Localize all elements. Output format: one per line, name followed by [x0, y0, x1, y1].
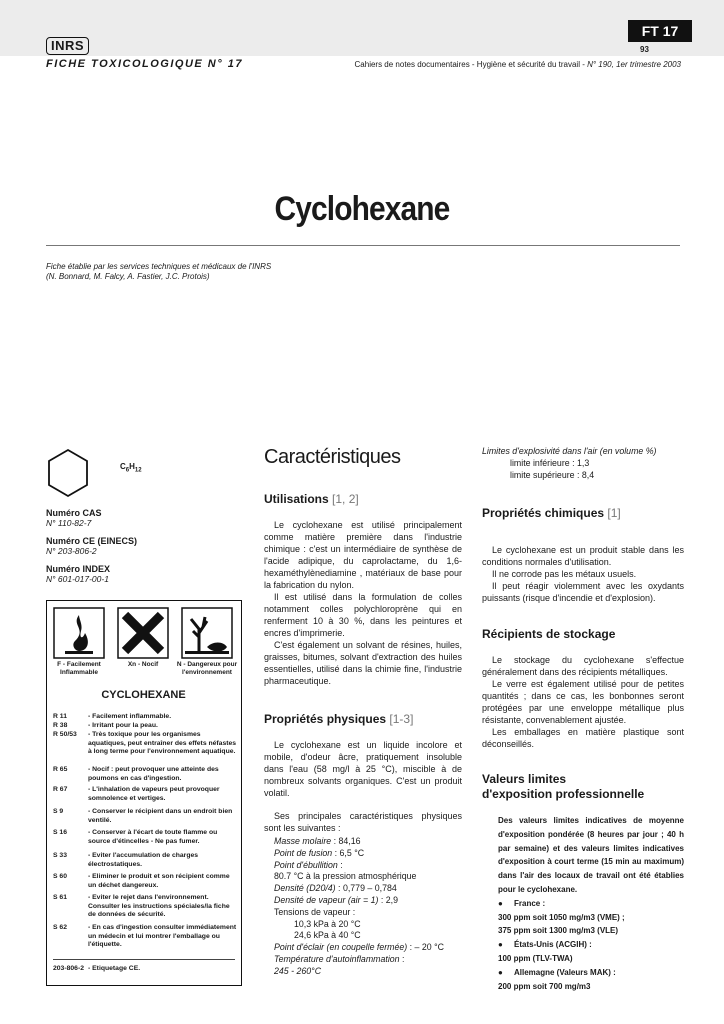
heading-recipients-stockage: Récipients de stockage [482, 627, 616, 641]
index-number: Numéro INDEX N° 601-017-00-1 [46, 564, 111, 584]
limit-item-france: ● France : [498, 898, 546, 908]
proprietes-chimiques-text: Le cyclohexane est un produit stable dans les conditions normales d'utilisation. Il ne corrode pas les métaux usuels. Il peut réagir violemment avec les oxydants puissants (risque d'incendie et d'explosion). [482, 545, 684, 603]
molecular-formula: $C_6H_{12}$ [120, 462, 142, 474]
flame-icon [53, 607, 105, 659]
limit-item-germany: ● Allemagne (Valeurs MAK) : [498, 967, 616, 977]
ft-badge: FT 17 [628, 20, 692, 42]
heading-valeurs-limites: Valeurs limites d'exposition professionnelle [482, 772, 645, 801]
hazard-label-box [46, 600, 242, 986]
fiche-label: FICHE TOXICOLOGIQUE N° 17 [46, 58, 243, 70]
title-divider [46, 245, 680, 246]
dead-tree-fish-icon [181, 607, 233, 659]
risk-phrase: R 67 - L'inhalation de vapeurs peut provoquer somnolence et vertiges. [53, 786, 220, 802]
safety-phrase: S 62 - En cas d'ingestion consulter immédiatement un médecin et lui montrer l'emballage ou l'étiquette. [53, 924, 237, 949]
pictogram-caption: Xn - Nocif [127, 661, 159, 668]
exposure-limits-block: Des valeurs limites indicatives de moyenne d'exposition pondérée (8 heures par jour ; 40 h par semaine) et des valeurs limites indicatives d'exposition à court terme (15 min au maximum) dans l'air des locaux de travail ont été établies pour le cyclohexane. ● France : 300 ppm soit 1050 mg/m3 (VME) ; 375 ppm soit 1300 mg/m3 (VLE) ● États-Unis (ACGIH) : 100 ppm (TLV-TWA) ● Allemagne (Valeurs MAK) : 200 ppm soit 700 mg/m3 [498, 816, 684, 991]
utilisations-text: Le cyclohexane est utilisé principalement comme matière première dans l'industrie chimique : c'est un intermédiaire de synthèse de l'acide adipique, du caprolactame, du 1,6-hexaméthylènediamine , matériaux de base pour la fabrication du nylon. Il est utilisé dans la formulation de colles notamment colles polychloroprène qui en renferment 10 à 30 %, dans les peintures et encres d'imprimerie. C'est également un solvant de résines, huiles, graisses, bitumes, solvant d'extraction des huiles essentielles, utilisé dans la chimie fine, l'industrie pharmaceutique. [264, 520, 462, 686]
risk-phrase: R 38 - Irritant pour la peau. [53, 722, 158, 729]
cyclohexane-structure-icon [46, 448, 90, 498]
cas-number: Numéro CAS N° 110-82-7 [46, 508, 102, 528]
page-title: Cyclohexane [274, 190, 450, 228]
limit-item-usa: ● États-Unis (ACGIH) : [498, 940, 592, 950]
heading-proprietes-chimiques: Propriétés chimiques [1] [482, 506, 621, 520]
safety-phrase: S 9 - Conserver le récipient dans un endroit bien ventilé. [53, 808, 233, 824]
journal-reference: Cahiers de notes documentaires - Hygiène et sécurité du travail - N° 190, 1er trimestre 2003 [354, 60, 681, 69]
safety-phrase: S 61 - Eviter le rejet dans l'environnement. Consulter les instructions spéciales/la fiche de données de sécurité. [53, 894, 230, 919]
cross-icon [117, 607, 169, 659]
inrs-logo: INRS [46, 37, 89, 55]
explosivity-limits: Limites d'explosivité dans l'air (en volume %) limite inférieure : 1,3 limite supérieure : 8,4 [482, 446, 657, 480]
heading-proprietes-physiques: Propriétés physiques [1-3] [264, 712, 414, 726]
safety-phrase: S 60 - Eliminer le produit et son récipient comme un déchet dangereux. [53, 873, 230, 889]
safety-phrase: S 33 - Eviter l'accumulation de charges électrostatiques. [53, 852, 199, 868]
label-product-name: CYCLOHEXANE [101, 689, 186, 701]
page-number: 93 [640, 45, 649, 54]
label-divider [53, 959, 235, 960]
risk-phrase: R 65 - Nocif : peut provoquer une atteinte des poumons en cas d'ingestion. [53, 766, 219, 782]
label-footer: 203-806-2 - Etiquetage CE. [53, 965, 141, 972]
header-band [0, 0, 724, 56]
safety-phrase: S 16 - Conserver à l'écart de toute flamme ou source d'étincelles - Ne pas fumer. [53, 829, 218, 845]
physical-properties-list: Masse molaire : 84,16 Point de fusion : 6,5 °C Point d'ébullition : 80.7 °C à la pression atmosphérique Densité (D20/4) : 0,779 – 0,784 Densité de vapeur (air = 1) : 2,9 Tensions de vapeur : 10,3 kPa à 20 °C 24,6 kPa à 40 °C Point d'éclair (en coupelle fermée) : – 20 °C Température d'autoinflammation : 245 - 260°C [274, 836, 444, 976]
proprietes-physiques-text: Le cyclohexane est un liquide incolore et mobile, d'odeur âcre, pratiquement insoluble dans l'eau (58 mg/l à 25 °C), miscible à de nombreux solvants organiques. C'est un produit volatil. Ses principales caractéristiques physiques sont les suivantes : [264, 740, 462, 833]
section-heading-caracteristiques: Caractéristiques [264, 446, 401, 469]
stockage-text: Le stockage du cyclohexane s'effectue généralement dans des récipients métalliques. Le verre est également utilisé pour de petites quantités ; dans ce cas, les bonbonnes seront protégées par une enveloppe métallique plus résistante, convenablement ajustée. Les emballages en matière plastique sont déconseillés. [482, 655, 684, 749]
risk-phrase: R 11 - Facilement inflammable. [53, 713, 172, 720]
ec-number: Numéro CE (EINECS) N° 203-806-2 [46, 536, 138, 556]
pictogram-caption: F - Facilement Inflammable [57, 661, 101, 676]
risk-phrase: R 50/53 - Très toxique pour les organismes aquatiques, peut entraîner des effets néfastes à long terme pour l'environnement aquatique. [53, 731, 237, 756]
pictogram-caption: N - Dangereux pour l'environnement [176, 661, 238, 676]
authors-note: Fiche établie par les services techniques et médicaux de l'INRS (N. Bonnard, M. Falcy, A. Fastier, J.C. Protois) [46, 262, 272, 281]
heading-utilisations: Utilisations [1, 2] [264, 492, 359, 506]
